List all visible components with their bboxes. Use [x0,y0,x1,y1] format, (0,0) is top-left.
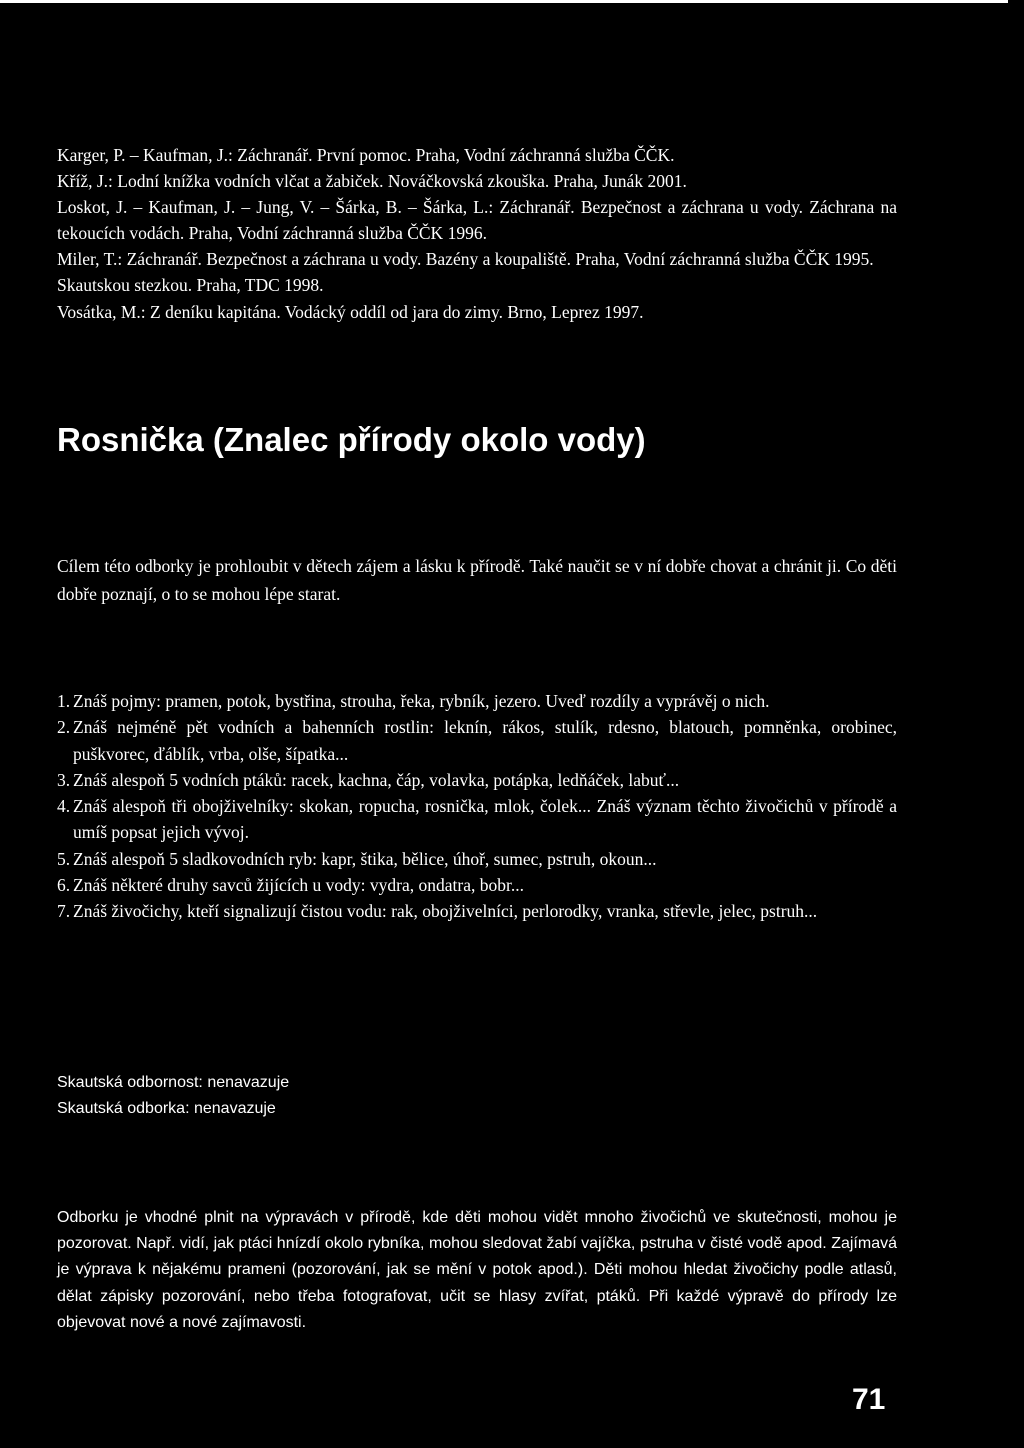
reference-item: Loskot, J. – Kaufman, J. – Jung, V. – Šárka, B. – Šárka, L.: Záchranář. Bezpečnost a záchrana u vody. Záchrana na tekoucích vodách. Praha, Vodní záchranná služba ČČK 1996. [57,197,897,244]
requirement-item [57,793,897,846]
requirement-number: 3. [57,769,71,790]
requirement-number: 5. [57,848,71,869]
requirement-text: Znáš nejméně pět vodních a bahenních rostlin: leknín, rákos, stulík, rdesno, blatouch, pomněnka, orobinec, puškvorec, ďáblík, vrba, olše, šípatka... [73,717,897,764]
reference-item: Kříž, J.: Lodní knížka vodních vlčat a žabiček. Nováčkovská zkouška. Praha, Junák 2001. [57,171,687,192]
requirement-list [57,688,897,925]
reference-list [57,142,897,325]
requirement-text: Znáš živočichy, kteří signalizují čistou vodu: rak, obojživelníci, perlorodky, vranka, střevle, jelec, pstruh... [73,901,818,922]
reference-item: Karger, P. – Kaufman, J.: Záchranář. První pomoc. Praha, Vodní záchranná služba ČČK. [57,145,675,165]
note-paragraph: Odborku je vhodné plnit na výpravách v přírodě, kde děti mohou vidět mnoho živočichů ve skutečnosti, mohou je pozorovat. Např. vidí, jak ptáci hnízdí okolo rybníka, mohou sledovat žabí vajíčka, pstruha v čisté vodě apod. Zajímavá je výprava k nějakému prameni (pozorování, jak se mění v potok apod.). Děti mohou hledat živočichy podle atlasů, dělat zápisky pozorování, nebo třeba fotografovat, učit se hlasy zvířat, ptáků. Při každé výpravě do přírody lze objevovat nové a nové zajímavosti. [57,1209,897,1331]
top-rule [0,0,1008,3]
requirement-item [57,846,897,872]
section-title: Rosnička (Znalec přírody okolo vody) [57,421,646,458]
requirement-item [57,714,897,767]
requirement-text: Znáš alespoň 5 sladkovodních ryb: kapr, štika, bělice, úhoř, sumec, pstruh, okoun... [73,848,657,869]
reference-item: Miler, T.: Záchranář. Bezpečnost a záchrana u vody. Bazény a koupaliště. Praha, Vodní záchranná služba ČČK 1995. [57,249,874,270]
requirement-item [57,898,897,924]
requirement-number: 7. [57,901,71,922]
odborka-status: Skautská odborka: nenavazuje [57,1100,276,1117]
intro-paragraph: Cílem této odborky je prohloubit v dětech zájem a lásku k přírodě. Také naučit se v ní dobře chovat a chránit ji. Co děti dobře poznají, o to se mohou lépe starat. [57,556,897,604]
reference-item: Skautskou stezkou. Praha, TDC 1998. [57,275,324,296]
odbornost-status: Skautská odbornost: nenavazuje [57,1074,290,1091]
requirement-item [57,872,897,898]
requirement-number: 2. [57,717,71,738]
requirement-number: 4. [57,796,71,817]
requirement-text: Znáš alespoň tři obojživelníky: skokan, ropucha, rosnička, mlok, čolek... Znáš význam těchto živočichů v přírodě a umíš popsat jejich vývoj. [73,796,897,843]
status-block [57,1070,897,1122]
requirement-text: Znáš některé druhy savců žijících u vody: vydra, ondatra, bobr... [73,875,524,896]
requirement-text: Znáš alespoň 5 vodních ptáků: racek, kachna, čáp, volavka, potápka, ledňáček, labuť... [73,769,680,790]
requirement-item [57,688,897,714]
page-number: 71 [852,1383,886,1416]
requirement-number: 6. [57,875,71,896]
reference-item: Vosátka, M.: Z deníku kapitána. Vodácký oddíl od jara do zimy. Brno, Leprez 1997. [57,301,644,322]
requirement-item [57,767,897,793]
requirement-text: Znáš pojmy: pramen, potok, bystřina, strouha, řeka, rybník, jezero. Uveď rozdíly a vyprávěj o nich. [73,691,770,711]
requirement-number: 1. [57,691,71,711]
